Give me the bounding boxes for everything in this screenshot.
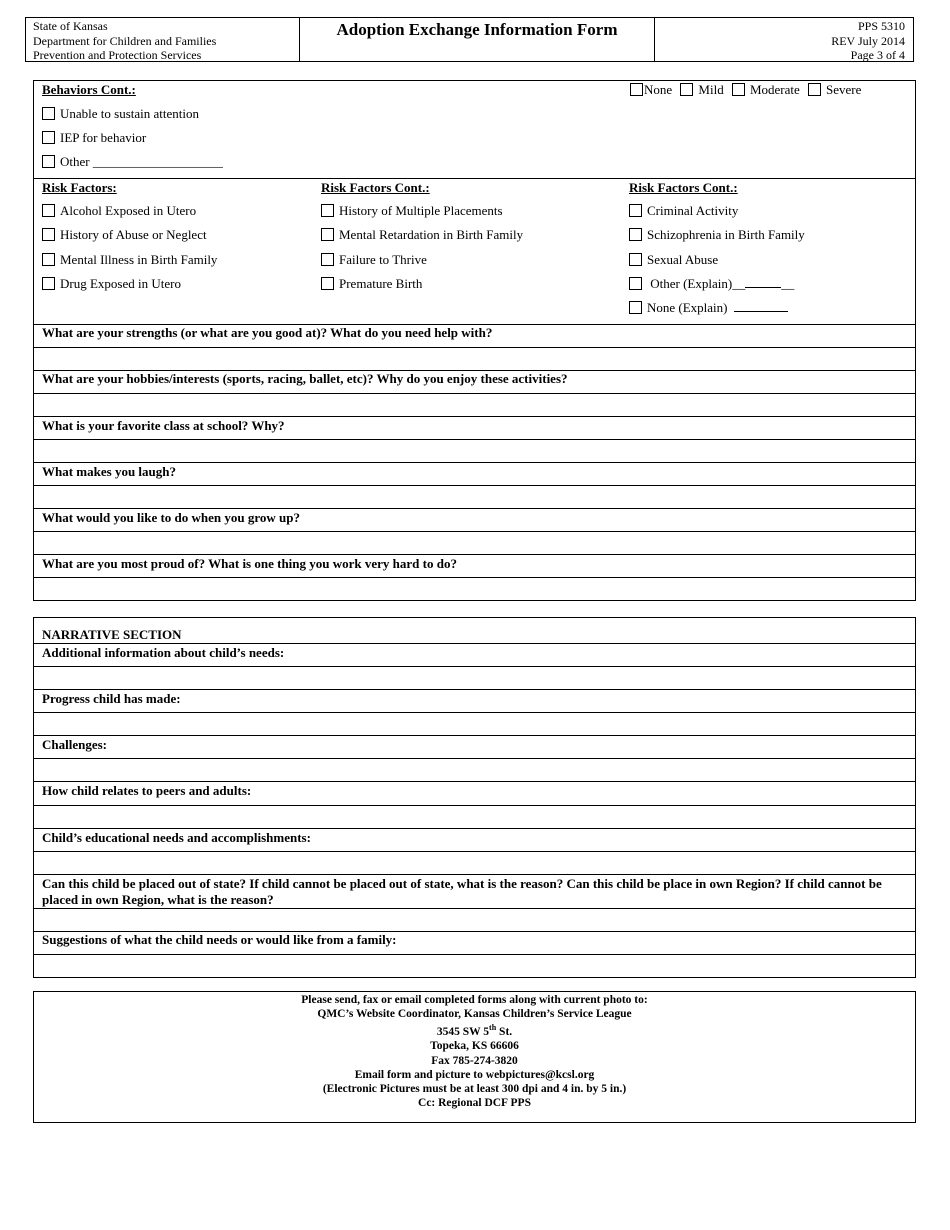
- behavior-checkbox[interactable]: [42, 131, 55, 144]
- risk-label: None (Explain): [647, 300, 731, 315]
- question-label: What is your favorite class at school? Why?: [42, 418, 285, 433]
- risk-checkbox[interactable]: [321, 204, 334, 217]
- submission-instructions: [33, 991, 916, 1123]
- risk-item: [42, 252, 217, 268]
- question-label: What would you like to do when you grow up?: [42, 510, 301, 525]
- risk-label: Failure to Thrive: [339, 252, 427, 267]
- narrative-label: Challenges:: [42, 737, 107, 752]
- risk-label: Premature Birth: [339, 276, 423, 291]
- address-sup: th: [489, 1023, 497, 1033]
- agency-line: Prevention and Protection Services: [33, 48, 202, 62]
- address-text: St.: [496, 1026, 513, 1039]
- form-header: [25, 17, 914, 62]
- risk-checkbox[interactable]: [629, 228, 642, 241]
- severity-label: Moderate: [749, 82, 800, 97]
- risk-factors-heading: Risk Factors:: [42, 180, 117, 195]
- severity-label: Mild: [698, 82, 724, 97]
- severity-moderate-checkbox[interactable]: [732, 83, 745, 96]
- risk-label: Schizophrenia in Birth Family: [647, 227, 805, 242]
- risk-item: [629, 227, 805, 243]
- risk-item: [42, 276, 181, 292]
- city-line: Topeka, KS 66606: [430, 1040, 519, 1053]
- instruction-line: Please send, fax or email completed forms along with current photo to:: [301, 994, 648, 1006]
- narrative-label: Suggestions of what the child needs or would like from a family:: [42, 932, 397, 947]
- risk-label: Other (Explain)__: [647, 276, 746, 291]
- risk-label: Mental Retardation in Birth Family: [339, 227, 524, 242]
- risk-factors-cont-heading: Risk Factors Cont.:: [629, 180, 738, 195]
- risk-item: [321, 276, 422, 292]
- page-number: Page 3 of 4: [850, 48, 905, 62]
- cc-line: Cc: Regional DCF PPS: [418, 1097, 531, 1110]
- behavior-label: Other ____________________: [60, 154, 223, 169]
- severity-mild-checkbox[interactable]: [680, 83, 693, 96]
- risk-checkbox[interactable]: [42, 204, 55, 217]
- question-label: What are your hobbies/interests (sports, racing, ballet, etc)? Why do you enjoy these activities?: [42, 371, 568, 386]
- risk-label: Criminal Activity: [647, 203, 739, 218]
- severity-label: None: [644, 82, 673, 97]
- risk-item: [629, 252, 718, 268]
- agency-line: State of Kansas: [33, 19, 108, 33]
- risk-label: History of Abuse or Neglect: [60, 227, 207, 242]
- narrative-label: How child relates to peers and adults:: [42, 783, 252, 798]
- picture-requirements: (Electronic Pictures must be at least 300 dpi and 4 in. by 5 in.): [322, 1083, 627, 1096]
- narrative-label: Additional information about child’s needs:: [42, 645, 285, 660]
- risk-item: [321, 203, 503, 219]
- risk-checkbox[interactable]: [321, 228, 334, 241]
- address-line: [34, 1021, 915, 1039]
- email-line: Email form and picture to webpictures@kcsl.org: [354, 1068, 595, 1081]
- behavior-item: [42, 106, 199, 122]
- form-meta: [655, 18, 913, 61]
- behaviors-risk-section: [33, 80, 916, 601]
- risk-factors-cont-heading: Risk Factors Cont.:: [321, 180, 430, 195]
- risk-label: Alcohol Exposed in Utero: [60, 203, 197, 218]
- severity-label: Severe: [826, 82, 862, 97]
- instruction-line: QMC’s Website Coordinator, Kansas Children’s Service League: [317, 1008, 632, 1021]
- risk-checkbox[interactable]: [42, 277, 55, 290]
- severity-severe-checkbox[interactable]: [808, 83, 821, 96]
- risk-label: Mental Illness in Birth Family: [60, 252, 218, 267]
- severity-none-checkbox[interactable]: [630, 83, 643, 96]
- risk-label: Drug Exposed in Utero: [60, 276, 181, 291]
- risk-label: History of Multiple Placements: [339, 203, 503, 218]
- risk-checkbox[interactable]: [321, 277, 334, 290]
- form-revision: REV July 2014: [831, 33, 905, 48]
- agency-line: Department for Children and Families: [33, 33, 217, 48]
- form-number: PPS 5310: [857, 19, 905, 33]
- risk-item: Other (Explain)__ __: [629, 276, 794, 292]
- behavior-checkbox[interactable]: [42, 155, 55, 168]
- risk-label: Sexual Abuse: [647, 252, 719, 267]
- behavior-item: [42, 154, 223, 170]
- question-label: What are your strengths (or what are you good at)? What do you need help with?: [42, 325, 493, 340]
- behavior-label: IEP for behavior: [60, 130, 147, 145]
- risk-checkbox[interactable]: [321, 253, 334, 266]
- risk-checkbox[interactable]: [629, 204, 642, 217]
- risk-checkbox[interactable]: [629, 277, 642, 290]
- question-label: What makes you laugh?: [42, 464, 176, 479]
- question-label: What are you most proud of? What is one thing you work very hard to do?: [42, 556, 457, 571]
- risk-item: [629, 300, 788, 316]
- narrative-heading: NARRATIVE SECTION: [42, 627, 182, 642]
- fax-line: Fax 785-274-3820: [431, 1054, 518, 1067]
- address-text: 3545 SW 5: [436, 1026, 490, 1039]
- risk-item: [42, 227, 207, 243]
- behavior-item: [42, 130, 146, 146]
- risk-checkbox[interactable]: [42, 253, 55, 266]
- risk-checkbox[interactable]: [629, 301, 642, 314]
- risk-checkbox[interactable]: [629, 253, 642, 266]
- risk-item: [321, 227, 523, 243]
- risk-item: [629, 203, 738, 219]
- behavior-checkbox[interactable]: [42, 107, 55, 120]
- risk-checkbox[interactable]: [42, 228, 55, 241]
- narrative-label: Progress child has made:: [42, 691, 181, 706]
- narrative-label: Can this child be placed out of state? If child cannot be placed out of state, what is the reason? Can this child be place in own Region? If child cannot be placed in own Region, what is the reason?: [42, 876, 882, 907]
- narrative-section: [33, 617, 916, 978]
- behaviors-heading: Behaviors Cont.:: [42, 82, 136, 97]
- form-title: Adoption Exchange Information Form: [300, 18, 655, 61]
- risk-item: [42, 203, 196, 219]
- risk-item: [321, 252, 427, 268]
- narrative-label: Child’s educational needs and accomplishments:: [42, 830, 311, 845]
- behavior-label: Unable to sustain attention: [60, 106, 200, 121]
- severity-options: [630, 82, 861, 98]
- agency-block: [26, 18, 300, 61]
